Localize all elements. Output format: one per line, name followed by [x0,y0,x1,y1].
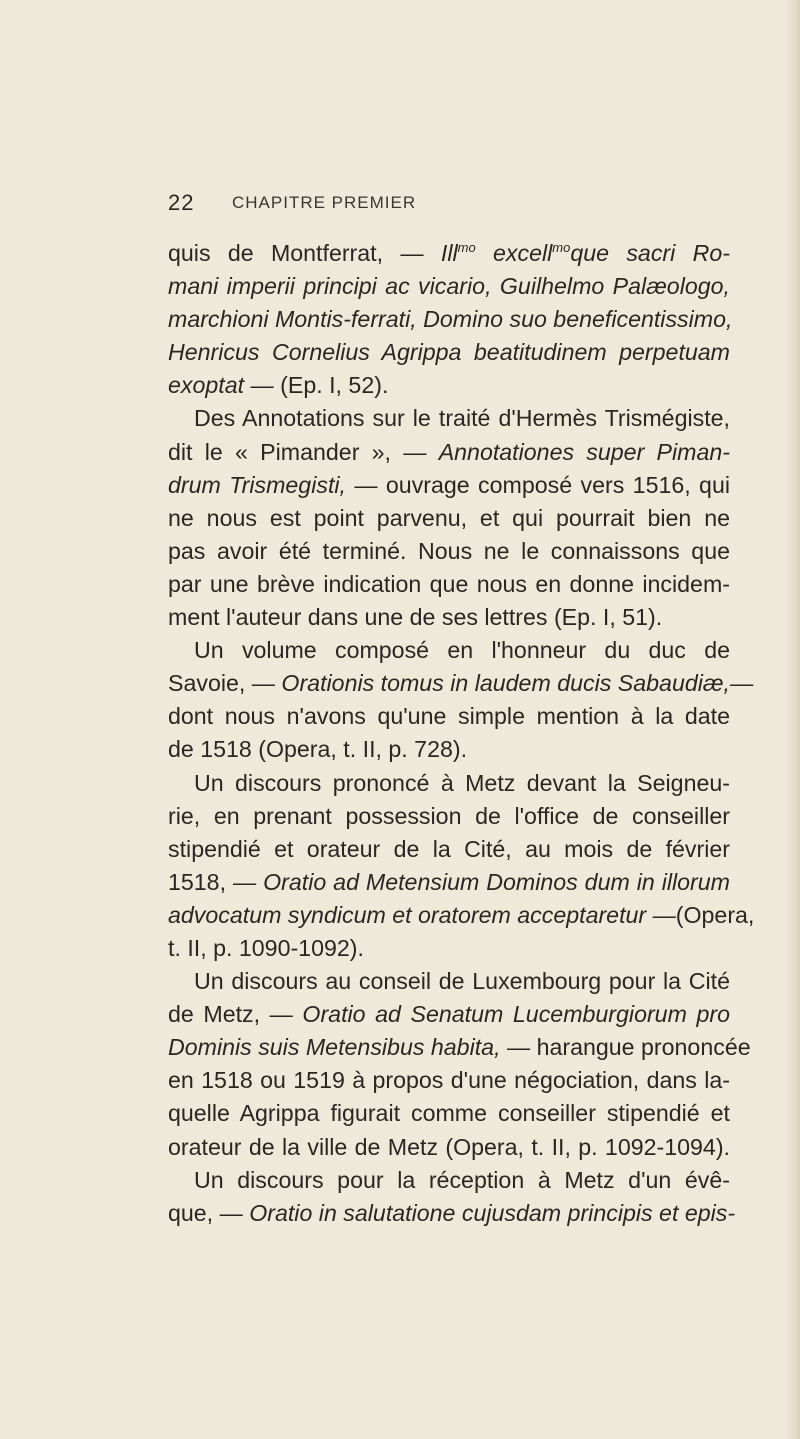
roman-text: Un discours pour la réception à Metz d'un évê- [194,1166,730,1193]
italic-text: marchioni Montis-ferrati, Domino suo beneficentissimo, [168,306,733,333]
roman-text: — ouvrage composé vers 1516, qui [346,471,730,498]
text-line [168,899,755,932]
roman-text: dit le « Pimander », — [168,438,439,465]
text-line [168,436,730,469]
page-number: 22 [168,190,195,215]
roman-text: Un volume composé en l'honneur du duc de [194,637,730,664]
roman-text: t. II, p. 1090-1092). [168,934,364,961]
italic-text: Orationis tomus in laudem ducis Sabaudiæ, [281,670,730,697]
page-header [168,190,728,220]
text-line [168,402,730,435]
italic-text: advocatum syndicum et oratorem acceptaretur [168,901,647,928]
roman-text: dont nous n'avons qu'une simple mention à la date [168,703,730,730]
text-line [168,998,730,1031]
text-line [168,568,730,601]
roman-text: quelle Agrippa figurait comme conseiller stipendié et [168,1100,730,1127]
italic-text: Annotationes super Piman- [438,438,730,465]
italic-text: Ill [440,240,458,266]
roman-text: Des Annotations sur le traité d'Hermès Trismégiste, [194,405,730,432]
roman-text: stipendié et orateur de la Cité, au mois de février [168,835,730,862]
italic-text: Oratio in salutatione cujusdam principis et epis- [249,1199,736,1226]
body-text [168,237,755,1230]
roman-text: en 1518 ou 1519 à propos d'une négociation, dans la- [168,1067,730,1094]
text-line [168,800,730,833]
text-line [168,535,730,568]
running-head: CHAPITRE PREMIER [232,193,417,212]
text-line [168,965,730,998]
roman-text: par une brève indication que nous en donne incidem- [168,570,730,597]
roman-text: de 1518 (Opera, t. II, p. 728). [168,736,468,763]
text-line [168,270,730,303]
italic-text: exoptat [168,372,245,399]
text-line [168,469,730,502]
text-line [168,932,730,965]
superscript-text: mo [457,240,476,255]
roman-text: — (Ep. I, 52). [244,372,389,399]
roman-text: Un discours prononcé à Metz devant la Seigneu- [194,769,730,796]
text-line [168,833,730,866]
text-line [168,733,730,766]
text-line [168,502,730,535]
italic-text: Henricus Cornelius Agrippa beatitudinem perpetuam [168,339,730,366]
text-line [168,1197,736,1230]
roman-text: — [729,670,754,697]
text-line [168,237,730,270]
roman-text: 1518, — [168,868,264,895]
page-edge [786,0,800,1439]
roman-text: ment l'auteur dans une de ses lettres (Ep. I, 51). [168,604,663,631]
roman-text: de Metz, — [168,1001,303,1028]
text-line [168,1097,730,1130]
roman-text: — harangue prononcée [500,1034,751,1061]
italic-text: excell [475,240,553,266]
superscript-text: mo [552,240,571,255]
italic-text: Oratio ad Senatum Lucemburgiorum pro [302,1001,730,1028]
text-line [168,700,730,733]
italic-text [458,240,476,255]
roman-text: rie, en prenant possession de l'office de conseiller [168,802,730,829]
text-line [168,336,730,369]
italic-text [552,240,570,255]
text-line [168,1164,730,1197]
italic-text: mani imperii principi ac vicario, Guilhelmo Palæologo, [168,273,730,300]
text-line [168,601,730,634]
italic-text: que sacri Ro- [570,240,730,266]
roman-text: —(Opera, [646,901,755,928]
text-line [168,634,730,667]
italic-text: Oratio ad Metensium Dominos dum in illorum [263,868,730,895]
roman-text: pas avoir été terminé. Nous ne le connaissons que [168,537,730,564]
text-line [168,1031,751,1064]
text-line [168,866,730,899]
roman-text: quis de Montferrat, — [168,240,441,266]
roman-text: orateur de la ville de Metz (Opera, t. II, p. 1092-1094). [168,1133,730,1160]
text-line [168,1131,730,1164]
italic-text: Dominis suis Metensibus habita, [168,1034,501,1061]
italic-text: drum Trismegisti, [168,471,346,498]
roman-text: Un discours au conseil de Luxembourg pour la Cité [194,968,730,995]
text-line [168,369,730,402]
text-line [168,1064,730,1097]
text-line [168,303,733,336]
text-line [168,667,754,700]
text-line [168,767,730,800]
roman-text: ne nous est point parvenu, et qui pourrait bien ne [168,504,730,531]
roman-text: que, — [168,1199,250,1226]
roman-text: Savoie, — [168,670,282,697]
